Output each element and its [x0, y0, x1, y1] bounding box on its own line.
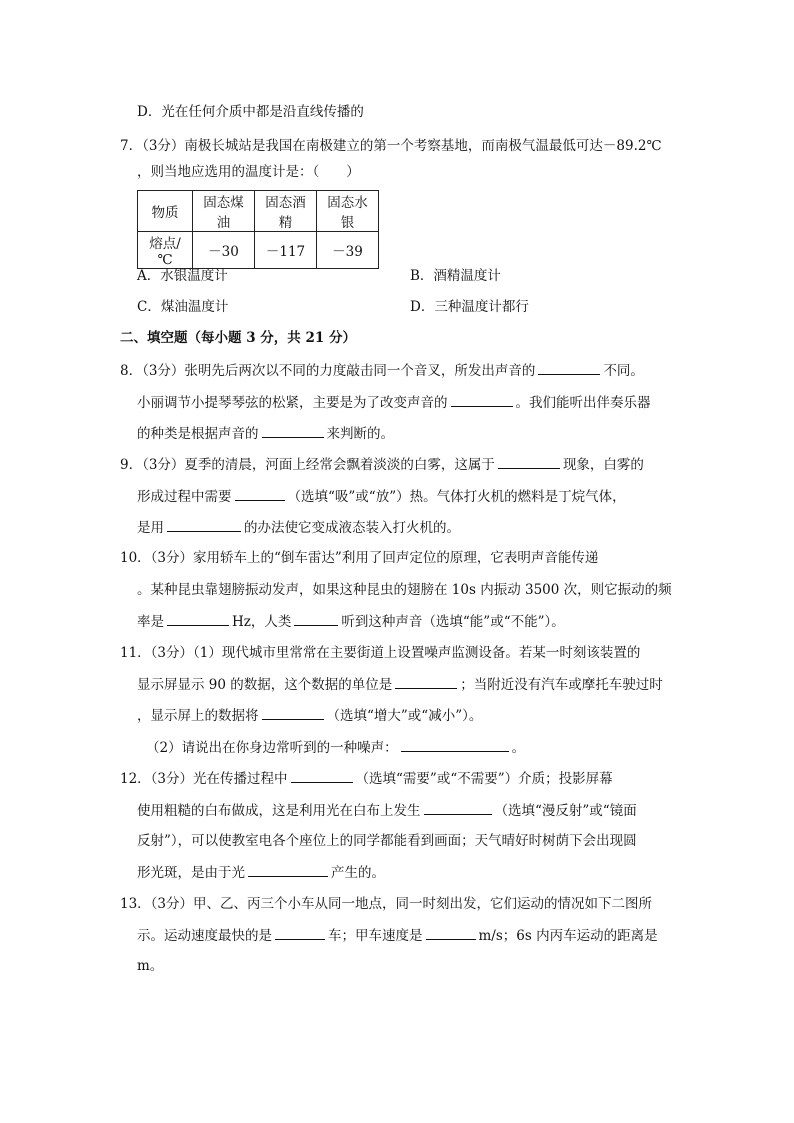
q11-text: 。	[511, 740, 526, 756]
q8-text: 的种类是根据声音的	[137, 426, 259, 442]
q8-text: 。我们能听出伴奏乐器	[515, 395, 651, 411]
q11-text: ；当附近没有汽车或摩托车驶过时	[460, 677, 663, 693]
q12-line4	[137, 862, 385, 883]
q7-stem-line2: ，则当地应选用的温度计是：（ ）	[137, 164, 360, 180]
q12-text: 形光斑，是由于光	[137, 865, 245, 881]
q13-text: m/s；6s 内丙车运动的距离是	[478, 928, 658, 944]
table-cell: －30	[193, 232, 255, 269]
q12-text: 使用粗糙的白布做成，这是利用光在白布上发生	[137, 803, 421, 819]
answer-blank[interactable]	[538, 360, 600, 375]
q6-option-d: D．光在任何介质中都是沿直线传播的	[137, 104, 364, 120]
q10-line3	[137, 611, 565, 632]
q10-text: Hz，人类	[232, 614, 292, 630]
table-cell: 固态酒精	[255, 191, 317, 232]
answer-blank[interactable]	[451, 392, 513, 407]
q8-line1	[120, 360, 644, 381]
q11-line2	[137, 674, 663, 695]
answer-blank[interactable]	[424, 800, 492, 815]
q8-text: 小丽调节小提琴琴弦的松紧，主要是为了改变声音的	[137, 395, 448, 411]
table-cell: 物质	[138, 191, 193, 232]
answer-blank[interactable]	[401, 737, 509, 752]
table-cell: 固态水银	[317, 191, 379, 232]
q8-text: 8．（3分）张明先后两次以不同的力度敲击同一个音叉，所发出声音的	[120, 363, 536, 379]
q11-line3	[137, 705, 482, 726]
q10-line1: 10．（3分）家用轿车上的“倒车雷达”利用了回声定位的原理，它表明声音能传递	[120, 550, 599, 566]
q13-text: 示。运动速度最快的是	[137, 928, 272, 944]
answer-blank[interactable]	[291, 768, 353, 783]
q11-line4	[146, 737, 525, 758]
q7-stem-line1: 7．（3分）南极长城站是我国在南极建立的第一个考察基地，而南极气温最低可达－89.2℃	[120, 138, 662, 154]
table-cell: 熔点/℃	[138, 232, 193, 269]
answer-blank[interactable]	[167, 611, 229, 626]
q8-line2	[137, 392, 651, 413]
q10-text: 率是	[137, 614, 164, 630]
answer-blank[interactable]	[395, 674, 457, 689]
section-title: 二、填空题（每小题 3 分，共 21 分）	[120, 330, 356, 346]
q9-text: 现象，白雾的	[562, 457, 644, 473]
q9-text: 9．（3分）夏季的清晨，河面上经常会飘着淡淡的白雾，这属于	[120, 457, 495, 473]
answer-blank[interactable]	[262, 705, 324, 720]
q11-line1: 11．（3分）（1）现代城市里常常在主要街道上设置噪声监测设备。若某一时刻该装置的	[120, 645, 641, 661]
q12-line3: 反射”），可以使教室电各个座位上的同学都能看到画面；天气晴好时树荫下会出现圆	[137, 833, 637, 849]
q9-text: 的办法使它变成液态装入打火机的。	[244, 520, 460, 536]
q9-line1	[120, 454, 644, 475]
q9-text: （选填“吸”或“放”）热。气体打火机的燃料是丁烷气体，	[287, 489, 626, 505]
q12-text: 12．（3分）光在传播过程中	[120, 771, 288, 787]
q12-text: 产生的。	[331, 865, 385, 881]
answer-blank[interactable]	[275, 925, 325, 940]
q11-text: ，显示屏上的数据将	[137, 708, 259, 724]
table-cell: －117	[255, 232, 317, 269]
q7-option-a: A．水银温度计	[137, 268, 228, 284]
answer-blank[interactable]	[262, 423, 324, 438]
q11-text: （2）请说出在你身边常听到的一种噪声：	[146, 740, 398, 756]
q13-text: 车；甲车速度是	[328, 928, 423, 944]
q8-line3	[137, 423, 394, 444]
q12-line2	[137, 800, 637, 821]
q9-text: 形成过程中需要	[137, 489, 232, 505]
answer-blank[interactable]	[248, 862, 328, 877]
table-row	[138, 232, 379, 269]
q7-option-d: D．三种温度计都行	[410, 299, 529, 315]
q13-line1: 13．（3分）甲、乙、丙三个小车从同一地点，同一时刻出发，它们运动的情况如下二图所	[120, 896, 653, 912]
q13-line2	[137, 925, 658, 946]
q7-option-c: C．煤油温度计	[137, 299, 229, 315]
answer-blank[interactable]	[167, 517, 241, 532]
q8-text: 不同。	[603, 363, 644, 379]
q9-line3	[137, 517, 460, 538]
q8-text: 来判断的。	[326, 426, 394, 442]
q9-line2	[137, 486, 626, 507]
q12-line1	[120, 768, 613, 789]
q13-line3: m。	[137, 958, 164, 974]
q11-text: （选填“增大”或“减小”）。	[326, 708, 483, 724]
answer-blank[interactable]	[498, 454, 560, 469]
table-cell: 固态煤油	[193, 191, 255, 232]
q10-line2: 。某种昆虫靠翅膀振动发声，如果这种昆虫的翅膀在 10s 内振动 3500 次，则它振动的频	[137, 582, 672, 598]
q9-text: 是用	[137, 520, 164, 536]
table-cell: －39	[317, 232, 379, 269]
answer-blank[interactable]	[294, 611, 338, 626]
table-header-row	[138, 191, 379, 232]
q12-text: （选填“漫反射”或“镜面	[494, 803, 637, 819]
q12-text: （选填“需要”或“不需要”）介质；投影屏幕	[355, 771, 613, 787]
answer-blank[interactable]	[426, 925, 476, 940]
q11-text: 显示屏显示 90 的数据，这个数据的单位是	[137, 677, 393, 693]
answer-blank[interactable]	[235, 486, 285, 501]
melting-point-table	[137, 190, 379, 269]
q10-text: 听到这种声音（选填“能”或“不能”）。	[341, 614, 565, 630]
q7-option-b: B．酒精温度计	[410, 268, 501, 284]
